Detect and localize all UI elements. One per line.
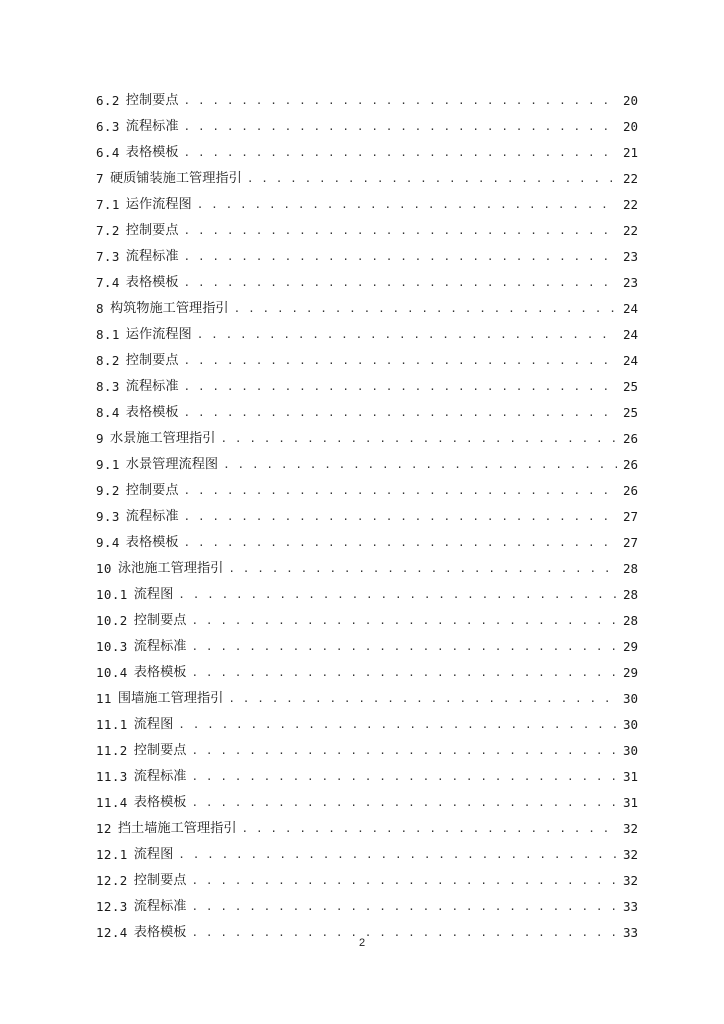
toc-entry-title: 运作流程图 [125, 197, 192, 212]
toc-entry-title: 流程图 [133, 587, 174, 602]
toc-entry-number: 8 [96, 301, 104, 316]
toc-entry-title: 流程图 [133, 717, 174, 732]
toc-entry-title: 控制要点 [125, 223, 179, 238]
toc-entry-page: 30 [622, 717, 638, 732]
toc-entry[interactable] [96, 712, 638, 738]
toc-entry-page: 25 [622, 379, 638, 394]
toc-entry[interactable] [96, 764, 638, 790]
toc-dot-leader [178, 582, 617, 608]
toc-entry-number: 11.1 [96, 717, 128, 732]
toc-entry-number: 11.3 [96, 769, 128, 784]
toc-dot-leader [242, 816, 617, 842]
toc-entry-number: 11.4 [96, 795, 128, 810]
toc-entry[interactable] [96, 322, 638, 348]
toc-dot-leader [184, 530, 617, 556]
toc-entry-number: 9 [96, 431, 104, 446]
toc-entry-page: 27 [622, 535, 638, 550]
toc-entry[interactable] [96, 816, 638, 842]
toc-dot-leader [178, 712, 617, 738]
toc-dot-leader [184, 400, 617, 426]
toc-entry[interactable] [96, 166, 638, 192]
toc-entry-page: 29 [622, 639, 638, 654]
toc-dot-leader [191, 894, 617, 920]
toc-dot-leader [220, 426, 617, 452]
toc-entry-title: 控制要点 [133, 743, 187, 758]
toc-entry-page: 31 [622, 795, 638, 810]
toc-entry[interactable] [96, 894, 638, 920]
toc-entry[interactable] [96, 478, 638, 504]
toc-dot-leader [184, 218, 617, 244]
toc-entry-title: 泳池施工管理指引 [117, 561, 224, 576]
toc-entry-page: 27 [622, 509, 638, 524]
toc-entry[interactable] [96, 556, 638, 582]
toc-entry-number: 12.4 [96, 925, 128, 940]
toc-entry-page: 20 [622, 119, 638, 134]
toc-entry-number: 8.3 [96, 379, 120, 394]
toc-dot-leader [228, 686, 617, 712]
toc-entry-page: 26 [622, 457, 638, 472]
toc-entry-title: 流程标准 [125, 249, 179, 264]
toc-entry[interactable] [96, 608, 638, 634]
table-of-contents [96, 88, 638, 946]
toc-entry-number: 10.2 [96, 613, 128, 628]
toc-entry[interactable] [96, 582, 638, 608]
toc-entry-page: 32 [622, 873, 638, 888]
toc-entry[interactable] [96, 634, 638, 660]
toc-entry-page: 28 [622, 613, 638, 628]
toc-entry[interactable] [96, 790, 638, 816]
toc-entry-number: 8.1 [96, 327, 120, 342]
toc-entry[interactable] [96, 192, 638, 218]
toc-dot-leader [191, 764, 617, 790]
toc-entry-number: 10.1 [96, 587, 128, 602]
toc-entry-number: 6.4 [96, 145, 120, 160]
toc-entry-page: 32 [622, 821, 638, 836]
toc-dot-leader [191, 738, 617, 764]
toc-dot-leader [178, 842, 617, 868]
toc-entry[interactable] [96, 842, 638, 868]
toc-entry-page: 25 [622, 405, 638, 420]
toc-entry-page: 28 [622, 561, 638, 576]
toc-entry-page: 33 [622, 925, 638, 940]
toc-entry-number: 12 [96, 821, 112, 836]
toc-entry-number: 10.4 [96, 665, 128, 680]
toc-dot-leader [184, 478, 617, 504]
toc-dot-leader [184, 88, 617, 114]
toc-entry[interactable] [96, 660, 638, 686]
toc-entry-number: 9.2 [96, 483, 120, 498]
toc-dot-leader [184, 504, 617, 530]
toc-entry-page: 31 [622, 769, 638, 784]
toc-entry-page: 22 [622, 171, 638, 186]
toc-dot-leader [184, 244, 617, 270]
toc-dot-leader [184, 114, 617, 140]
toc-entry-title: 流程图 [133, 847, 174, 862]
toc-entry[interactable] [96, 400, 638, 426]
toc-entry-title: 流程标准 [133, 769, 187, 784]
toc-entry-title: 表格模板 [125, 535, 179, 550]
toc-entry-title: 控制要点 [125, 353, 179, 368]
toc-entry-title: 流程标准 [125, 119, 179, 134]
toc-dot-leader [184, 270, 617, 296]
toc-entry-title: 表格模板 [133, 925, 187, 940]
toc-entry[interactable] [96, 88, 638, 114]
toc-entry-number: 8.2 [96, 353, 120, 368]
toc-entry-title: 运作流程图 [125, 327, 192, 342]
toc-entry[interactable] [96, 530, 638, 556]
toc-dot-leader [184, 348, 617, 374]
toc-entry-number: 11.2 [96, 743, 128, 758]
toc-entry[interactable] [96, 218, 638, 244]
toc-entry-title: 控制要点 [133, 873, 187, 888]
toc-entry-title: 硬质铺装施工管理指引 [109, 171, 242, 186]
toc-entry-page: 26 [622, 431, 638, 446]
toc-entry-number: 10.3 [96, 639, 128, 654]
toc-entry-number: 6.2 [96, 93, 120, 108]
toc-entry-title: 围墙施工管理指引 [117, 691, 224, 706]
toc-dot-leader [197, 192, 617, 218]
toc-entry-title: 构筑物施工管理指引 [109, 301, 229, 316]
toc-entry[interactable] [96, 114, 638, 140]
toc-entry-page: 30 [622, 691, 638, 706]
toc-entry-number: 8.4 [96, 405, 120, 420]
toc-entry-number: 6.3 [96, 119, 120, 134]
toc-entry[interactable] [96, 374, 638, 400]
toc-entry[interactable] [96, 738, 638, 764]
toc-entry-page: 24 [622, 327, 638, 342]
toc-entry-title: 控制要点 [133, 613, 187, 628]
toc-entry-page: 28 [622, 587, 638, 602]
toc-entry-title: 挡土墙施工管理指引 [117, 821, 237, 836]
toc-entry-page: 29 [622, 665, 638, 680]
toc-dot-leader [191, 790, 617, 816]
toc-dot-leader [223, 452, 617, 478]
toc-entry-title: 流程标准 [133, 639, 187, 654]
toc-entry-page: 24 [622, 353, 638, 368]
toc-entry-page: 32 [622, 847, 638, 862]
toc-dot-leader [228, 556, 617, 582]
toc-entry-title: 表格模板 [125, 405, 179, 420]
toc-entry-title: 表格模板 [125, 145, 179, 160]
toc-entry-number: 7 [96, 171, 104, 186]
toc-dot-leader [197, 322, 617, 348]
toc-dot-leader [234, 296, 617, 322]
toc-entry-number: 12.3 [96, 899, 128, 914]
toc-entry-number: 9.4 [96, 535, 120, 550]
toc-entry-title: 控制要点 [125, 483, 179, 498]
toc-entry-title: 流程标准 [133, 899, 187, 914]
toc-entry-title: 水景管理流程图 [125, 457, 219, 472]
toc-entry-number: 7.4 [96, 275, 120, 290]
toc-entry-page: 21 [622, 145, 638, 160]
toc-entry[interactable] [96, 426, 638, 452]
toc-entry-number: 9.1 [96, 457, 120, 472]
toc-entry-number: 7.3 [96, 249, 120, 264]
toc-dot-leader [184, 374, 617, 400]
toc-entry-page: 33 [622, 899, 638, 914]
toc-dot-leader [191, 634, 617, 660]
toc-entry-title: 流程标准 [125, 509, 179, 524]
toc-entry-page: 20 [622, 93, 638, 108]
toc-entry-page: 23 [622, 249, 638, 264]
toc-entry-number: 12.1 [96, 847, 128, 862]
toc-entry-title: 表格模板 [133, 795, 187, 810]
toc-entry-title: 水景施工管理指引 [109, 431, 216, 446]
toc-entry[interactable] [96, 686, 638, 712]
toc-dot-leader [191, 868, 617, 894]
toc-entry-page: 23 [622, 275, 638, 290]
toc-entry-page: 26 [622, 483, 638, 498]
toc-entry-title: 表格模板 [133, 665, 187, 680]
toc-entry-number: 10 [96, 561, 112, 576]
toc-entry[interactable] [96, 452, 638, 478]
toc-entry[interactable] [96, 348, 638, 374]
toc-entry-title: 控制要点 [125, 93, 179, 108]
toc-entry-title: 流程标准 [125, 379, 179, 394]
toc-entry-page: 22 [622, 197, 638, 212]
toc-dot-leader [191, 608, 617, 634]
page-number: 2 [358, 937, 366, 949]
toc-entry-number: 12.2 [96, 873, 128, 888]
toc-entry-number: 7.1 [96, 197, 120, 212]
toc-entry[interactable] [96, 868, 638, 894]
toc-dot-leader [247, 166, 617, 192]
toc-entry-number: 11 [96, 691, 112, 706]
toc-entry[interactable] [96, 244, 638, 270]
toc-entry-title: 表格模板 [125, 275, 179, 290]
toc-entry[interactable] [96, 296, 638, 322]
toc-entry[interactable] [96, 504, 638, 530]
toc-dot-leader [191, 660, 617, 686]
toc-entry[interactable] [96, 270, 638, 296]
toc-entry-page: 24 [622, 301, 638, 316]
toc-entry[interactable] [96, 140, 638, 166]
toc-entry-number: 9.3 [96, 509, 120, 524]
toc-entry-page: 22 [622, 223, 638, 238]
toc-entry-number: 7.2 [96, 223, 120, 238]
toc-dot-leader [184, 140, 617, 166]
toc-entry-page: 30 [622, 743, 638, 758]
